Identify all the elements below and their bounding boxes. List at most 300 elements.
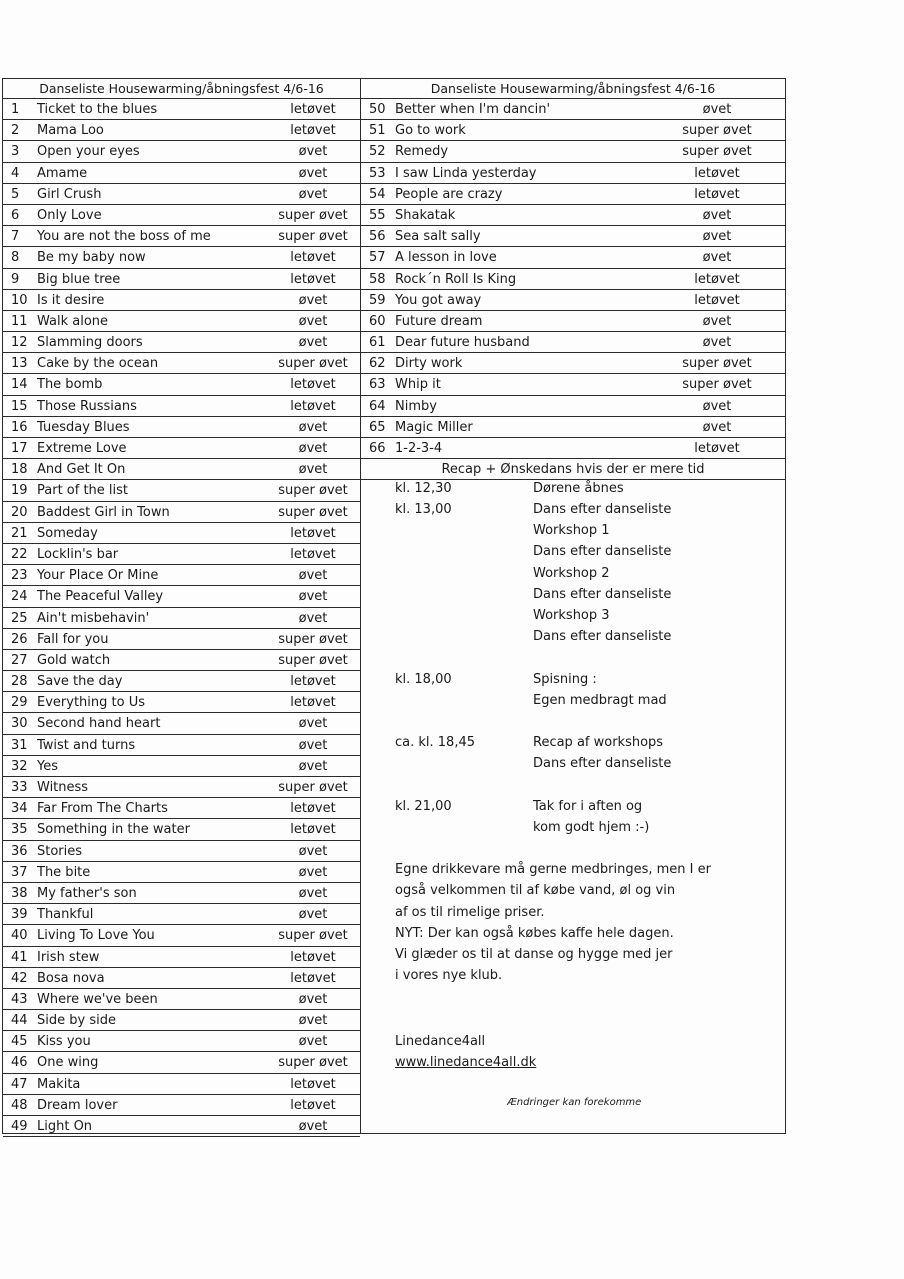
dance-number: 7 [11, 229, 20, 245]
schedule-item: kom godt hjem :-) [533, 820, 650, 835]
dance-title: Girl Crush [37, 186, 102, 202]
schedule-item: Recap af workshops [533, 735, 664, 750]
dance-level: øvet [298, 885, 328, 901]
dance-row [3, 883, 360, 904]
dance-row [3, 502, 360, 523]
dance-number: 32 [11, 758, 28, 774]
dance-row [361, 99, 785, 120]
dance-level: øvet [702, 229, 732, 245]
dance-number: 45 [11, 1034, 28, 1050]
dance-level: øvet [298, 758, 328, 774]
dance-title: Big blue tree [37, 271, 121, 287]
dance-row [3, 565, 360, 586]
schedule-item: Dans efter danseliste [533, 756, 672, 771]
dance-number: 18 [11, 462, 28, 478]
dance-row [3, 692, 360, 713]
dance-number: 35 [11, 822, 28, 838]
dance-number: 9 [11, 271, 20, 287]
dance-row [3, 290, 360, 311]
dance-level: øvet [702, 313, 732, 329]
dance-level: øvet [298, 716, 328, 732]
dance-list-sheet [2, 78, 786, 1134]
dance-title: Sea salt sally [395, 229, 481, 245]
dance-row [361, 226, 785, 247]
dance-number: 46 [11, 1055, 28, 1071]
dance-level: øvet [702, 250, 732, 266]
dance-number: 8 [11, 250, 20, 266]
dance-level: øvet [702, 335, 732, 351]
dance-title: People are crazy [395, 186, 503, 202]
dance-row [3, 332, 360, 353]
dance-title: Go to work [395, 123, 466, 139]
dance-number: 59 [369, 292, 386, 308]
dance-title: And Get It On [37, 462, 126, 478]
dance-title: Be my baby now [37, 250, 146, 266]
dance-level: letøvet [290, 822, 336, 838]
dance-level: letøvet [290, 102, 336, 117]
dance-row [3, 1010, 360, 1031]
dance-title: Whip it [395, 377, 441, 393]
right-header: Danseliste Housewarming/åbningsfest 4/6-16 [361, 79, 785, 99]
dance-number: 20 [11, 504, 28, 520]
dance-row [3, 713, 360, 734]
dance-level: super øvet [278, 631, 348, 647]
dance-title: Gold watch [37, 652, 111, 668]
schedule-item: Spisning : [533, 672, 597, 687]
dance-number: 42 [11, 970, 28, 986]
dance-level: letøvet [290, 970, 336, 986]
dance-title: Magic Miller [395, 419, 473, 435]
dance-title: Yes [37, 758, 58, 774]
dance-title: The bite [37, 864, 91, 880]
dance-level: øvet [298, 1119, 328, 1134]
dance-row [3, 269, 360, 290]
schedule-item: Dans efter danseliste [533, 629, 672, 644]
dance-row [3, 671, 360, 692]
dance-row [361, 141, 785, 162]
dance-row [3, 1031, 360, 1052]
dance-level: super øvet [682, 377, 752, 393]
dance-level: letøvet [694, 271, 740, 287]
dance-row [3, 989, 360, 1010]
dance-title: Everything to Us [37, 695, 145, 711]
dance-title: Future dream [395, 313, 483, 329]
schedule-item: Workshop 1 [533, 523, 610, 538]
dance-row [361, 311, 785, 332]
dance-number: 16 [11, 419, 28, 435]
dance-row [3, 629, 360, 650]
dance-title: Nimby [395, 398, 437, 414]
dance-level: super øvet [682, 123, 752, 139]
dance-level: super øvet [278, 356, 348, 372]
note-line: NYT: Der kan også købes kaffe hele dagen. [395, 925, 674, 941]
dance-level: øvet [298, 462, 328, 478]
dance-title: Extreme Love [37, 441, 127, 456]
dance-number: 1 [11, 102, 20, 117]
dance-level: øvet [298, 991, 328, 1007]
dance-row [3, 480, 360, 501]
dance-level: øvet [298, 165, 328, 181]
dance-row [361, 184, 785, 205]
schedule-item: Dørene åbnes [533, 481, 624, 496]
dance-level: letøvet [290, 1076, 336, 1092]
dance-row [361, 353, 785, 374]
dance-number: 29 [11, 695, 28, 711]
dance-level: øvet [298, 589, 328, 605]
dance-title: 1-2-3-4 [395, 441, 443, 456]
dance-title: The Peaceful Valley [37, 589, 164, 605]
dance-title: Bosa nova [37, 970, 105, 986]
dance-level: super øvet [278, 483, 348, 499]
dance-title: One wing [37, 1055, 99, 1071]
dance-level: letøvet [290, 377, 336, 393]
dance-row [3, 1116, 360, 1137]
dance-number: 2 [11, 123, 20, 139]
dance-row [3, 862, 360, 883]
dance-title: Where we've been [37, 991, 158, 1007]
dance-title: Second hand heart [37, 716, 161, 732]
dance-title: Irish stew [37, 949, 100, 965]
dance-level: øvet [298, 568, 328, 584]
dance-row [3, 184, 360, 205]
note-line: også velkommen til af købe vand, øl og vin [395, 883, 676, 899]
dance-number: 19 [11, 483, 28, 499]
dance-title: You got away [395, 292, 482, 308]
dance-title: Your Place Or Mine [37, 568, 159, 584]
dance-number: 64 [369, 398, 386, 414]
dance-level: øvet [298, 144, 328, 160]
dance-title: Dream lover [37, 1097, 118, 1113]
right-column [361, 79, 785, 1108]
dance-row [361, 269, 785, 290]
dance-row [3, 99, 360, 120]
dance-row [3, 523, 360, 544]
dance-row [361, 290, 785, 311]
dance-number: 30 [11, 716, 28, 732]
dance-title: Walk alone [37, 313, 109, 329]
dance-level: letøvet [290, 674, 336, 690]
dance-row [3, 819, 360, 840]
dance-row [3, 756, 360, 777]
left-header: Danseliste Housewarming/åbningsfest 4/6-16 [3, 79, 360, 99]
dance-row [3, 374, 360, 395]
dance-number: 31 [11, 737, 28, 753]
dance-number: 6 [11, 207, 20, 223]
dance-title: Ticket to the blues [37, 102, 158, 117]
recap-row: Recap + Ønskedans hvis der er mere tid [361, 459, 785, 480]
dance-number: 56 [369, 229, 386, 245]
dance-level: letøvet [290, 801, 336, 817]
dance-title: Ain't misbehavin' [37, 610, 150, 626]
dance-number: 26 [11, 631, 28, 647]
dance-title: Locklin's bar [37, 546, 119, 562]
dance-row [3, 438, 360, 459]
dance-number: 34 [11, 801, 28, 817]
dance-number: 39 [11, 907, 28, 923]
dance-level: letøvet [290, 546, 336, 562]
dance-row [3, 459, 360, 480]
dance-number: 23 [11, 568, 28, 584]
dance-level: super øvet [682, 144, 752, 160]
dance-number: 5 [11, 186, 20, 202]
dance-number: 52 [369, 144, 386, 160]
dance-number: 53 [369, 165, 386, 181]
dance-number: 15 [11, 398, 28, 414]
dance-level: øvet [298, 292, 328, 308]
dance-level: super øvet [278, 652, 348, 668]
dance-number: 61 [369, 335, 386, 351]
dance-level: letøvet [290, 398, 336, 414]
dance-row [3, 586, 360, 607]
dance-row [3, 650, 360, 671]
schedule-time-1300: kl. 13,00 [395, 502, 452, 517]
dance-number: 13 [11, 356, 28, 372]
dance-row [3, 1052, 360, 1073]
dance-level: øvet [298, 313, 328, 329]
dance-level: øvet [298, 186, 328, 202]
dance-title: Far From The Charts [37, 801, 168, 817]
dance-level: øvet [298, 1034, 328, 1050]
dance-level: øvet [298, 843, 328, 859]
dance-number: 11 [11, 313, 28, 329]
dance-title: Amame [37, 165, 88, 181]
note-line: Egne drikkevare må gerne medbringes, men I er [395, 862, 711, 877]
dance-title: Save the day [37, 674, 123, 690]
dance-number: 43 [11, 991, 28, 1007]
dance-number: 41 [11, 949, 28, 965]
dance-number: 48 [11, 1097, 28, 1113]
dance-title: Cake by the ocean [37, 356, 159, 372]
note-line: Vi glæder os til at danse og hygge med jer [395, 947, 673, 963]
dance-number: 17 [11, 441, 28, 456]
dance-number: 44 [11, 1013, 28, 1029]
dance-level: super øvet [278, 229, 348, 245]
schedule-item: Dans efter danseliste [533, 544, 672, 559]
left-dance-rows [3, 99, 360, 1137]
dance-level: øvet [298, 907, 328, 923]
dance-level: super øvet [278, 928, 348, 944]
notes-block [395, 859, 711, 987]
dance-number: 25 [11, 610, 28, 626]
dance-row [3, 968, 360, 989]
dance-level: super øvet [278, 1055, 348, 1071]
changes-note: Ændringer kan forekomme [507, 1097, 642, 1108]
dance-title: Thankful [37, 907, 94, 923]
schedule-item: Workshop 2 [533, 566, 610, 581]
dance-number: 54 [369, 186, 386, 202]
dance-title: Mama Loo [37, 123, 104, 139]
schedule-time-1230: kl. 12,30 [395, 481, 452, 496]
dance-row [3, 141, 360, 162]
dance-row [3, 417, 360, 438]
dance-level: super øvet [682, 356, 752, 372]
club-website-link[interactable]: www.linedance4all.dk [395, 1055, 537, 1071]
dance-level: super øvet [278, 207, 348, 223]
dance-title: Witness [37, 780, 89, 795]
dance-level: letøvet [290, 250, 336, 266]
club-block [395, 1031, 536, 1074]
dance-title: A lesson in love [395, 250, 497, 266]
dance-number: 4 [11, 165, 20, 181]
dance-title: Twist and turns [37, 737, 136, 753]
dance-number: 27 [11, 652, 28, 668]
note-line: i vores nye klub. [395, 968, 503, 984]
dance-level: super øvet [278, 504, 348, 520]
dance-number: 3 [11, 144, 20, 160]
dance-row [361, 205, 785, 226]
dance-title: Rock´n Roll Is King [395, 271, 517, 287]
left-column [3, 79, 360, 1137]
dance-row [3, 205, 360, 226]
dance-level: letøvet [290, 123, 336, 139]
dance-title: Someday [37, 525, 98, 541]
dance-title: The bomb [37, 377, 103, 393]
dance-level: letøvet [290, 1097, 336, 1113]
dance-number: 10 [11, 292, 28, 308]
club-name: Linedance4all [395, 1034, 486, 1049]
schedule-item: Dans efter danseliste [533, 502, 672, 517]
dance-row [361, 247, 785, 268]
dance-row [361, 163, 785, 184]
dance-level: øvet [702, 207, 732, 223]
dance-number: 65 [369, 419, 386, 435]
dance-title: Remedy [395, 144, 449, 160]
dance-title: Side by side [37, 1013, 116, 1029]
dance-level: letøvet [694, 292, 740, 308]
dance-number: 21 [11, 525, 28, 541]
dance-level: letøvet [290, 695, 336, 711]
note-line: af os til rimelige priser. [395, 904, 545, 920]
dance-level: letøvet [290, 525, 336, 541]
dance-number: 14 [11, 377, 28, 393]
dance-level: øvet [298, 610, 328, 626]
dance-level: øvet [298, 737, 328, 753]
dance-title: Open your eyes [37, 144, 140, 160]
dance-row [3, 311, 360, 332]
dance-title: Makita [37, 1076, 81, 1092]
dance-title: You are not the boss of me [37, 229, 211, 245]
dance-level: letøvet [694, 186, 740, 202]
dance-title: Living To Love You [37, 928, 155, 944]
dance-row [361, 374, 785, 395]
dance-number: 28 [11, 674, 28, 690]
dance-level: øvet [298, 335, 328, 351]
dance-title: Fall for you [37, 631, 109, 647]
dance-title: Dirty work [395, 356, 463, 372]
dance-row [3, 544, 360, 565]
dance-row [361, 332, 785, 353]
dance-title: Better when I'm dancin' [395, 102, 551, 117]
dance-level: letøvet [694, 441, 740, 456]
dance-level: super øvet [278, 780, 348, 795]
dance-row [361, 120, 785, 141]
dance-row [3, 841, 360, 862]
schedule-time-1800: kl. 18,00 [395, 672, 452, 687]
dance-number: 50 [369, 102, 386, 117]
dance-row [3, 247, 360, 268]
dance-title: Only Love [37, 207, 102, 223]
dance-level: øvet [702, 398, 732, 414]
dance-number: 62 [369, 356, 386, 372]
dance-title: Something in the water [37, 822, 190, 838]
schedule-item: Tak for i aften og [533, 799, 643, 814]
dance-row [3, 1074, 360, 1095]
dance-title: Part of the list [37, 483, 129, 499]
dance-title: Kiss you [37, 1034, 91, 1050]
dance-number: 12 [11, 335, 28, 351]
dance-number: 66 [369, 441, 386, 456]
schedule-item: Dans efter danseliste [533, 587, 672, 602]
dance-row [3, 120, 360, 141]
dance-level: øvet [298, 864, 328, 880]
dance-level: letøvet [694, 165, 740, 181]
dance-level: øvet [702, 419, 732, 435]
dance-title: Is it desire [37, 292, 105, 308]
dance-number: 40 [11, 928, 28, 944]
dance-number: 55 [369, 207, 386, 223]
dance-number: 37 [11, 864, 28, 880]
dance-number: 47 [11, 1076, 28, 1092]
dance-title: My father's son [37, 885, 137, 901]
dance-number: 58 [369, 271, 386, 287]
dance-number: 22 [11, 546, 28, 562]
dance-level: øvet [298, 1013, 328, 1029]
dance-title: Light On [37, 1119, 93, 1134]
dance-number: 51 [369, 123, 386, 139]
dance-row [3, 163, 360, 184]
dance-title: Slamming doors [37, 335, 143, 351]
dance-row [361, 438, 785, 459]
schedule-item: Egen medbragt mad [533, 693, 667, 708]
dance-number: 38 [11, 885, 28, 901]
dance-number: 63 [369, 377, 386, 393]
schedule-time-2100: kl. 21,00 [395, 799, 452, 814]
dance-title: Dear future husband [395, 335, 530, 351]
dance-number: 24 [11, 589, 28, 605]
dance-number: 49 [11, 1119, 28, 1134]
schedule-item: Workshop 3 [533, 608, 610, 623]
dance-title: I saw Linda yesterday [395, 165, 537, 181]
dance-row [3, 608, 360, 629]
dance-row [3, 396, 360, 417]
dance-row [361, 396, 785, 417]
dance-level: letøvet [290, 271, 336, 287]
dance-row [3, 904, 360, 925]
dance-title: Shakatak [395, 207, 456, 223]
dance-number: 36 [11, 843, 28, 859]
dance-title: Tuesday Blues [37, 419, 130, 435]
dance-level: øvet [702, 102, 732, 117]
dance-row [3, 353, 360, 374]
dance-level: øvet [298, 441, 328, 456]
schedule-time-1845: ca. kl. 18,45 [395, 735, 475, 750]
dance-number: 33 [11, 780, 28, 795]
dance-row [3, 226, 360, 247]
dance-title: Stories [37, 843, 83, 859]
dance-row [361, 417, 785, 438]
dance-row [3, 947, 360, 968]
dance-row [3, 735, 360, 756]
dance-row [3, 798, 360, 819]
dance-number: 57 [369, 250, 386, 266]
dance-level: øvet [298, 419, 328, 435]
dance-level: letøvet [290, 949, 336, 965]
dance-number: 60 [369, 313, 386, 329]
dance-row [3, 777, 360, 798]
right-dance-rows [361, 99, 785, 459]
dance-row [3, 925, 360, 946]
dance-title: Those Russians [37, 398, 137, 414]
